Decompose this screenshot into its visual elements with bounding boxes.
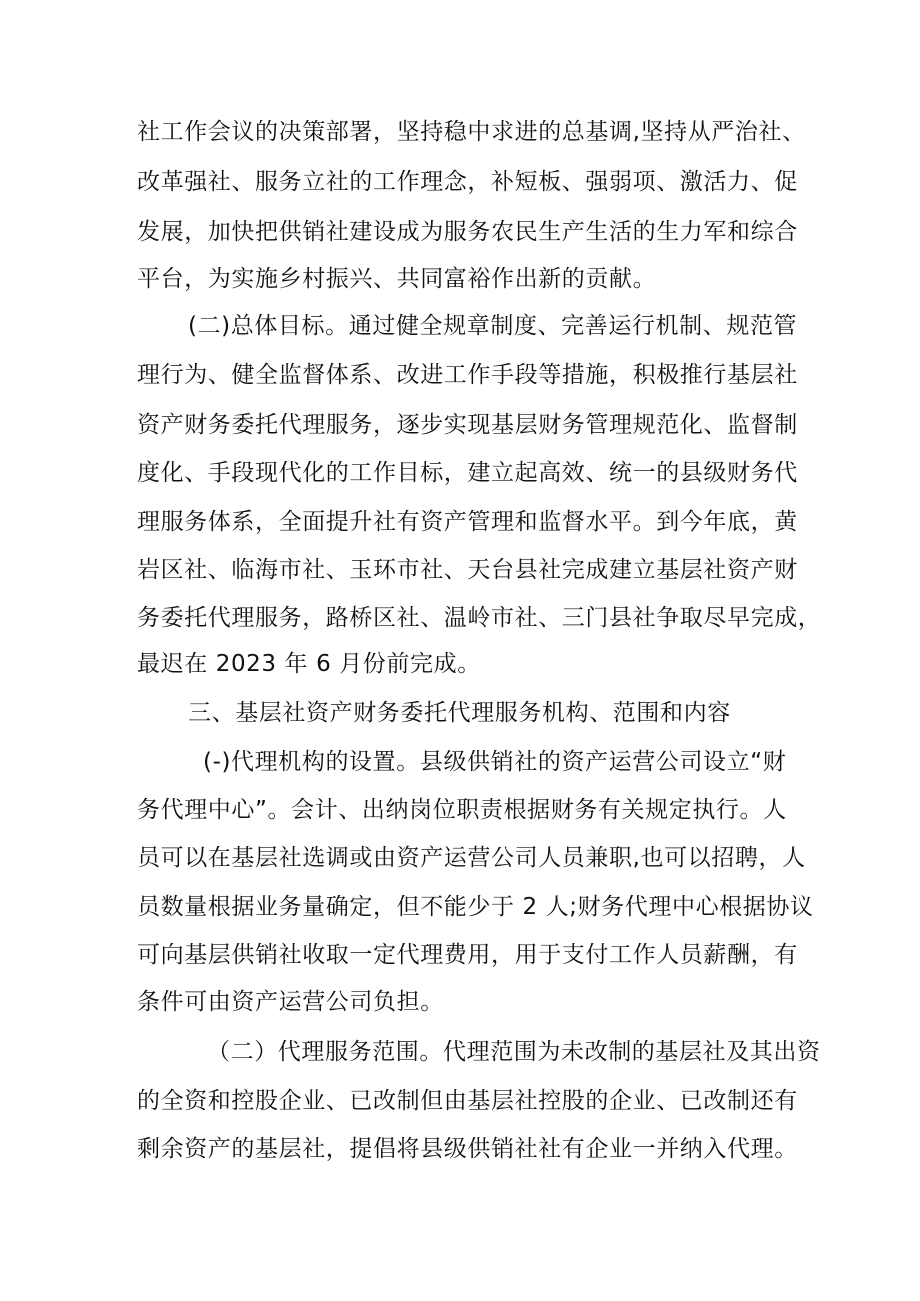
paragraph-line: 发展，加快把供销社建设成为服务农民生产生活的生力军和综合	[137, 219, 798, 245]
paragraph-line: 员数量根据业务量确定，但不能少于 2 人;财务代理中心根据协议	[137, 894, 814, 920]
paragraph-line: 改革强社、服务立社的工作理念，补短板、强弱项、激活力、促	[137, 169, 798, 195]
paragraph-line: 理行为、健全监督体系、改进工作手段等措施，积极推行基层社	[137, 362, 798, 388]
paragraph-line: 员可以在基层社选调或由资产运营公司人员兼职,也可以招聘，人	[137, 845, 806, 871]
section-heading-three: 三、基层社资产财务委托代理服务机构、范围和内容	[188, 700, 731, 726]
section-heading-overall-goal: (二)总体目标。通过健全规章制度、完善运行机制、规范管	[188, 313, 798, 339]
paragraph-line: 理服务体系，全面提升社有资产管理和监督水平。到今年底，黄	[137, 509, 798, 535]
paragraph-line: 条件可由资产运营公司负担。	[137, 989, 444, 1015]
paragraph-line: 度化、手段现代化的工作目标，建立起高效、统一的县级财务代	[137, 460, 798, 486]
paragraph-line: 可向基层供销社收取一定代理费用，用于支付工作人员薪酬，有	[137, 942, 798, 968]
paragraph-line: 剩余资产的基层社，提倡将县级供销社社有企业一并纳入代理。	[137, 1136, 798, 1162]
paragraph-line: 务委托代理服务，路桥区社、温岭市社、三门县社争取尽早完成，	[137, 605, 822, 631]
paragraph-line: 岩区社、临海市社、玉环市社、天台县社完成建立基层社资产财	[137, 557, 798, 583]
paragraph-line: 最迟在 2023 年 6 月份前完成。	[137, 651, 481, 677]
section-heading-service-scope: （二）代理服务范围。代理范围为未改制的基层社及其出资	[207, 1039, 821, 1065]
paragraph-line: 资产财务委托代理服务，逐步实现基层财务管理规范化、监督制	[137, 412, 798, 438]
paragraph-line: 的全资和控股企业、已改制但由基层社控股的企业、已改制还有	[137, 1088, 798, 1114]
section-heading-agency-setup: (-)代理机构的设置。县级供销社的资产运营公司设立“财	[203, 749, 787, 775]
paragraph-line: 务代理中心”。会计、出纳岗位职责根据财务有关规定执行。人	[137, 797, 787, 823]
paragraph-line: 社工作会议的决策部署，坚持稳中求进的总基调,坚持从严治社、	[137, 119, 806, 145]
paragraph-line: 平台，为实施乡村振兴、共同富裕作出新的贡献。	[137, 266, 657, 292]
